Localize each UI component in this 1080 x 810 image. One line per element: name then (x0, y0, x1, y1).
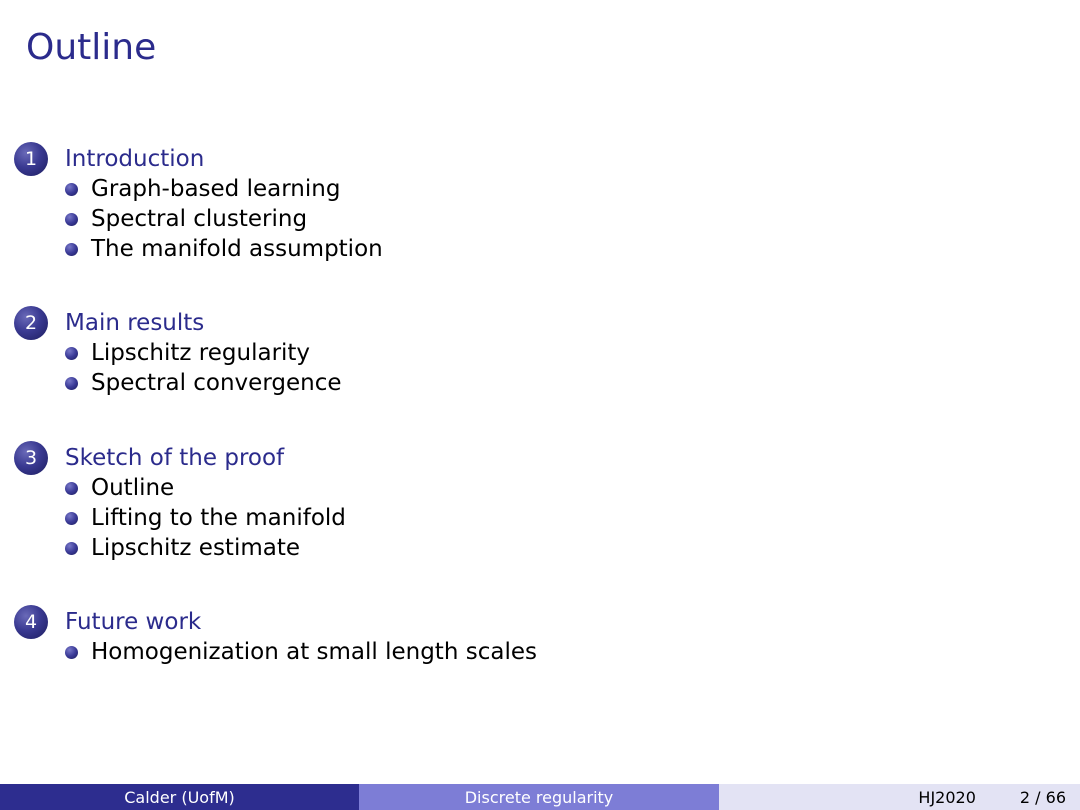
slide-footer (0, 784, 1080, 810)
subsection-item (65, 503, 346, 533)
footer-page-number: 2 / 66 (1019, 787, 1066, 807)
section-main-results (14, 308, 342, 398)
subsection-item (65, 368, 342, 398)
section-heading (14, 443, 346, 473)
subsection-item (65, 204, 383, 234)
section-number-badge: 4 (14, 605, 48, 639)
footer-right-panel (719, 784, 1080, 810)
section-introduction (14, 144, 383, 264)
section-title: Sketch of the proof (65, 445, 285, 471)
bullet-icon (65, 347, 78, 360)
bullet-icon (65, 377, 78, 390)
section-heading (14, 308, 342, 338)
section-number-badge: 3 (14, 441, 48, 475)
subsection-label: Homogenization at small length scales (91, 639, 537, 665)
section-future-work (14, 607, 537, 667)
bullet-icon (65, 183, 78, 196)
section-title: Introduction (65, 146, 205, 172)
bullet-icon (65, 646, 78, 659)
bullet-icon (65, 482, 78, 495)
section-title: Future work (65, 609, 202, 635)
subsection-item (65, 174, 383, 204)
subsection-label: Spectral convergence (91, 370, 342, 396)
subsection-item (65, 533, 346, 563)
subsection-item (65, 338, 342, 368)
subsection-label: The manifold assumption (91, 236, 383, 262)
subsection-label: Graph-based learning (91, 176, 341, 202)
bullet-icon (65, 213, 78, 226)
section-title: Main results (65, 310, 205, 336)
subsection-label: Lipschitz estimate (91, 535, 301, 561)
section-heading (14, 144, 383, 174)
subsection-item (65, 234, 383, 264)
bullet-icon (65, 542, 78, 555)
section-sketch-of-proof (14, 443, 346, 563)
section-heading (14, 607, 537, 637)
footer-author: Calder (UofM) (0, 784, 359, 810)
slide-title: Outline (26, 27, 157, 68)
bullet-icon (65, 243, 78, 256)
bullet-icon (65, 512, 78, 525)
section-number-badge: 2 (14, 306, 48, 340)
footer-talk-title: Discrete regularity (359, 784, 719, 810)
section-number-badge: 1 (14, 142, 48, 176)
subsection-item (65, 473, 346, 503)
footer-conference: HJ2020 (918, 787, 976, 807)
subsection-label: Spectral clustering (91, 206, 308, 232)
subsection-item (65, 637, 537, 667)
subsection-label: Lifting to the manifold (91, 505, 346, 531)
subsection-label: Lipschitz regularity (91, 340, 311, 366)
subsection-label: Outline (91, 475, 175, 501)
